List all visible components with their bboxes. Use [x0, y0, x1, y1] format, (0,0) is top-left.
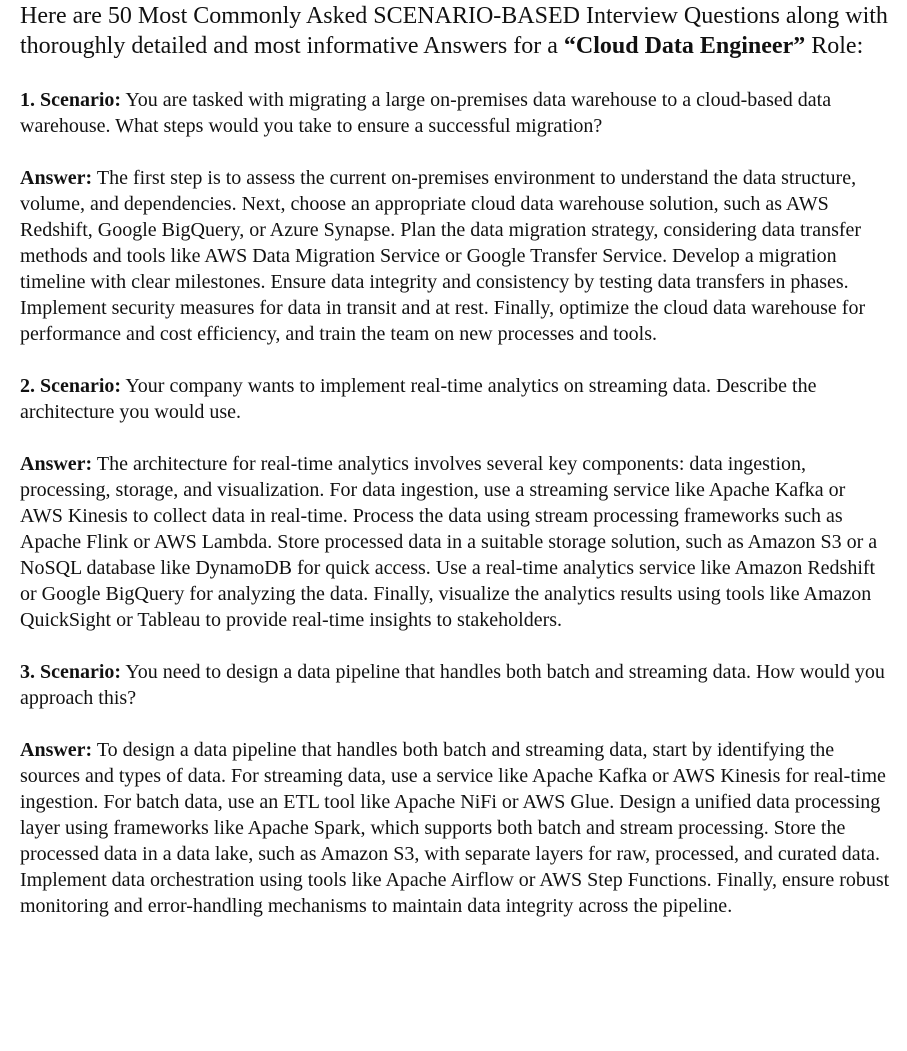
intro-role: “Cloud Data Engineer”	[563, 33, 806, 59]
scenario-2	[20, 373, 892, 425]
intro-text: Here are 50 Most Commonly Asked SCENARIO-BASED Interview Questions along with thoroughly detailed and most informative Answers for a	[20, 3, 888, 59]
scenario-2-text: Your company wants to implement real-time analytics on streaming data. Describe the architecture you would use.	[20, 375, 817, 423]
scenario-3	[20, 659, 892, 711]
scenario-1-lead: 1. Scenario:	[20, 89, 122, 111]
intro-heading	[20, 0, 892, 61]
scenario-3-text: You need to design a data pipeline that handles both batch and streaming data. How would you approach this?	[20, 661, 885, 709]
answer-1-lead: Answer:	[20, 167, 93, 189]
intro-suffix: Role:	[805, 33, 864, 59]
answer-2	[20, 451, 892, 633]
answer-1	[20, 165, 892, 347]
document-page	[20, 0, 892, 919]
answer-2-text: The architecture for real-time analytics involves several key components: data ingestion, processing, storage, and visualization. For data ingestion, use a streaming service like Apache Kafka or AWS Kinesis to collect data in real-time. Process the data using stream processing frameworks such as Apache Flink or AWS Lambda. Store processed data in a suitable storage solution, such as Amazon S3 or a NoSQL database like DynamoDB for quick access. Use a real-time analytics service like Amazon Redshift or Google BigQuery for analyzing the data. Finally, visualize the analytics results using tools like Amazon QuickSight or Tableau to provide real-time insights to stakeholders.	[20, 453, 878, 631]
answer-3	[20, 737, 892, 919]
answer-3-text: To design a data pipeline that handles both batch and streaming data, start by identifying the sources and types of data. For streaming data, use a service like Apache Kafka or AWS Kinesis for real-time ingestion. For batch data, use an ETL tool like Apache NiFi or AWS Glue. Design a unified data processing layer using frameworks like Apache Spark, which supports both batch and stream processing. Store the processed data in a data lake, such as Amazon S3, with separate layers for raw, processed, and curated data. Implement data orchestration using tools like Apache Airflow or AWS Step Functions. Finally, ensure robust monitoring and error-handling mechanisms to maintain data integrity across the pipeline.	[20, 739, 890, 917]
answer-1-text: The first step is to assess the current on-premises environment to understand the data structure, volume, and dependencies. Next, choose an appropriate cloud data warehouse solution, such as AWS Redshift, Google BigQuery, or Azure Synapse. Plan the data migration strategy, considering data transfer methods and tools like AWS Data Migration Service or Google Transfer Service. Develop a migration timeline with clear milestones. Ensure data integrity and consistency by testing data transfers in phases. Implement security measures for data in transit and at rest. Finally, optimize the cloud data warehouse for performance and cost efficiency, and train the team on new processes and tools.	[20, 167, 866, 345]
answer-2-lead: Answer:	[20, 453, 93, 475]
scenario-2-lead: 2. Scenario:	[20, 375, 122, 397]
scenario-1-text: You are tasked with migrating a large on-premises data warehouse to a cloud-based data warehouse. What steps would you take to ensure a successful migration?	[20, 89, 832, 137]
answer-3-lead: Answer:	[20, 739, 93, 761]
scenario-3-lead: 3. Scenario:	[20, 661, 122, 683]
scenario-1	[20, 87, 892, 139]
